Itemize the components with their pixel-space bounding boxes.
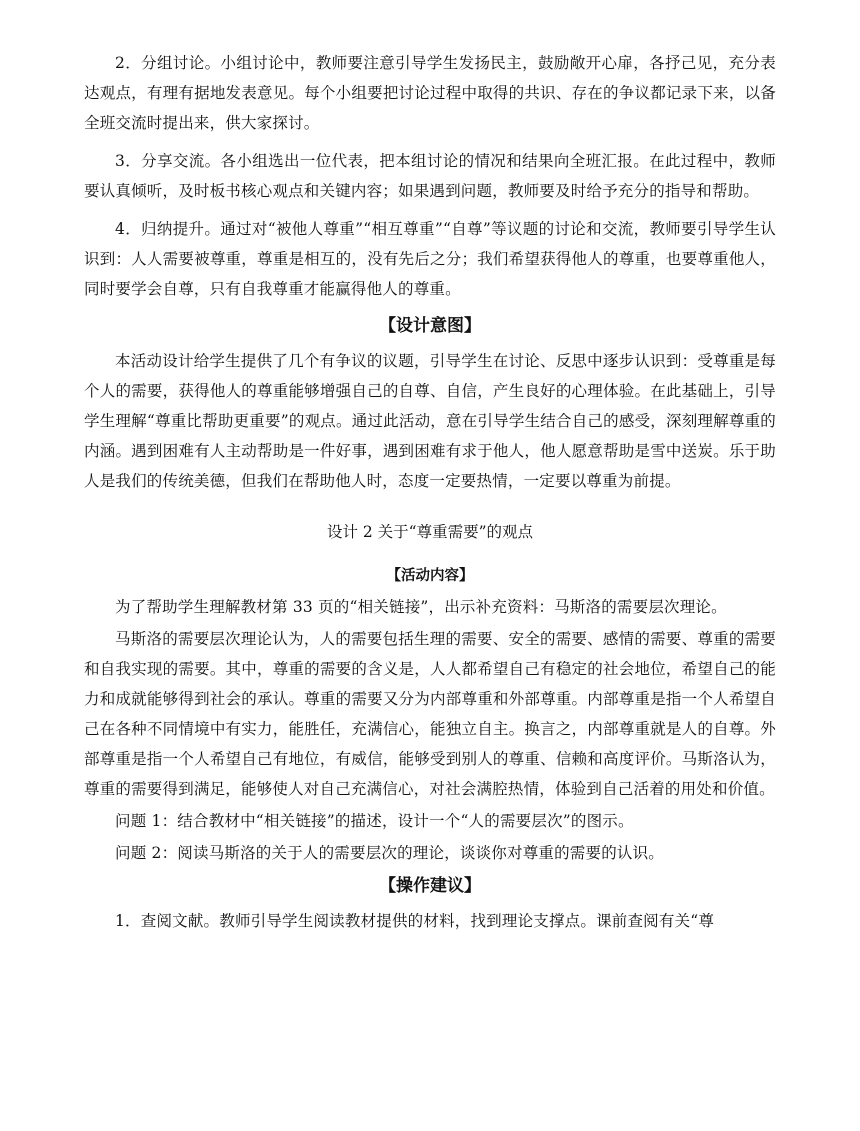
paragraph-question-1: 问题 1：结合教材中“相关链接”的描述，设计一个“人的需要层次”的图示。 — [115, 812, 634, 830]
paragraph-share-exchange: 3．分享交流。各小组选出一位代表，把本组讨论的情况和结果向全班汇报。在此过程中，教师要认真倾听，及时板书核心观点和关键内容；如果遇到问题，教师要及时给予充分的指导和帮助。 — [84, 152, 776, 200]
paragraph-maslow-theory: 马斯洛的需要层次理论认为，人的需要包括生理的需要、安全的需要、感情的需要、尊重的需要和自我实现的需要。其中，尊重的需要的含义是，人人都希望自己有稳定的社会地位，希望自己的能力和成就能够得到社会的承认。尊重的需要又分为内部尊重和外部尊重。内部尊重是指一个人希望自己在各种不同情境中有实力，能胜任，充满信心，能独立自主。换言之，内部尊重就是人的自尊。外部尊重是指一个人希望自己有地位，有威信，能够受到别人的尊重、信赖和高度评价。马斯洛认为，尊重的需要得到满足，能够使人对自己充满信心，对社会满腔热情，体验到自己活着的用处和价值。 — [84, 630, 776, 798]
paragraph-design-intent: 本活动设计给学生提供了几个有争议的议题，引导学生在讨论、反思中逐步认识到：受尊重是每个人的需要，获得他人的尊重能够增强自己的自尊、自信，产生良好的心理体验。在此基础上，引导学生理解“尊重比帮助更重要”的观点。通过此活动，意在引导学生结合自己的感受，深刻理解尊重的内涵。遇到困难有人主动帮助是一件好事，遇到困难有求于他人，他人愿意帮助是雪中送炭。乐于助人是我们的传统美德，但我们在帮助他人时，态度一定要热情，一定要以尊重为前提。 — [84, 352, 776, 490]
document-page — [84, 48, 776, 944]
heading-activity-content: 【活动内容】 — [386, 568, 474, 584]
paragraph-activity-intro: 为了帮助学生理解教材第 33 页的“相关链接”，出示补充资料：马斯洛的需要层次理论。 — [115, 598, 727, 616]
heading-design-intent: 【设计意图】 — [379, 316, 481, 336]
paragraph-group-discussion: 2．分组讨论。小组讨论中，教师要注意引导学生发扬民主，鼓励敞开心扉，各抒己见，充分表达观点，有理有据地发表意见。每个小组要把讨论过程中取得的共识、存在的争议都记录下来，以备全班交流时提出来，供大家探讨。 — [84, 54, 776, 132]
paragraph-question-2: 问题 2：阅读马斯洛的关于人的需要层次的理论，谈谈你对尊重的需要的认识。 — [115, 844, 664, 862]
paragraph-summary: 4．归纳提升。通过对“被他人尊重”“相互尊重”“自尊”等议题的讨论和交流，教师要引导学生认识到：人人需要被尊重，尊重是相互的，没有先后之分；我们希望获得他人的尊重，也要尊重他人，同时要学会自尊，只有自我尊重才能赢得他人的尊重。 — [84, 220, 776, 298]
design-2-title: 设计 2 关于“尊重需要”的观点 — [326, 523, 534, 541]
heading-operation-suggestions: 【操作建议】 — [379, 876, 481, 896]
paragraph-literature-review: 1．查阅文献。教师引导学生阅读教材提供的材料，找到理论支撑点。课前查阅有关“尊 — [115, 912, 715, 930]
